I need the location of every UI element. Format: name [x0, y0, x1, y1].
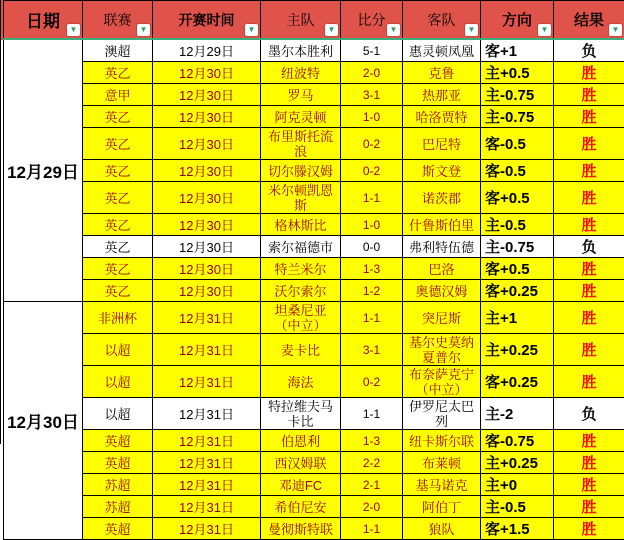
cell-kickoff-time[interactable]: 12月31日 [153, 452, 261, 474]
cell-handicap-direction[interactable]: 客-0.5 [481, 160, 554, 182]
cell-home-team[interactable]: 特拉维夫马 卡比 [261, 398, 341, 430]
cell-away-team[interactable]: 巴尼特 [403, 128, 481, 160]
table-row [4, 518, 624, 540]
cell-away-team[interactable]: 阿伯丁 [403, 496, 481, 518]
cell-away-team[interactable]: 弗利特伍德 [403, 236, 481, 258]
cell-score[interactable]: 0-2 [341, 160, 403, 182]
cell-league[interactable]: 意甲 [83, 84, 153, 106]
cell-home-team[interactable]: 纽波特 [261, 62, 341, 84]
table-row [4, 398, 624, 430]
cell-handicap-direction[interactable]: 客+1.5 [481, 518, 554, 540]
cell-score[interactable]: 2-2 [341, 452, 403, 474]
cell-away-team[interactable]: 惠灵顿凤凰 [403, 39, 481, 62]
date-group-cell[interactable]: 12月30日 [4, 302, 83, 540]
cell-away-team[interactable]: 突尼斯 [403, 302, 481, 334]
cell-away-team[interactable]: 伊罗尼太巴 列 [403, 398, 481, 430]
cell-handicap-direction[interactable]: 主-0.75 [481, 236, 554, 258]
cell-score[interactable]: 1-2 [341, 280, 403, 302]
cell-kickoff-time[interactable]: 12月30日 [153, 236, 261, 258]
cell-kickoff-time[interactable]: 12月31日 [153, 366, 261, 398]
cell-score[interactable]: 1-3 [341, 430, 403, 452]
cell-home-team[interactable]: 布里斯托流 浪 [261, 128, 341, 160]
column-label: 日期 [26, 12, 60, 31]
cell-home-team[interactable]: 阿克灵顿 [261, 106, 341, 128]
filter-dropdown-icon[interactable]: ▼ [67, 24, 80, 36]
cell-kickoff-time[interactable]: 12月31日 [153, 334, 261, 366]
column-header-away[interactable] [403, 1, 481, 40]
cell-handicap-direction[interactable]: 客+1 [481, 39, 554, 62]
table-row [4, 128, 624, 160]
cell-league[interactable]: 英乙 [83, 160, 153, 182]
cell-league[interactable]: 以超 [83, 334, 153, 366]
cell-result[interactable]: 胜 [554, 474, 624, 496]
column-header-league[interactable] [83, 1, 153, 40]
column-label: 主队 [287, 12, 315, 28]
cell-handicap-direction[interactable]: 客+0.25 [481, 280, 554, 302]
cell-result[interactable]: 胜 [554, 258, 624, 280]
cell-league[interactable]: 英乙 [83, 258, 153, 280]
cell-away-team[interactable]: 哈洛贾特 [403, 106, 481, 128]
cell-home-team[interactable]: 格林斯比 [261, 214, 341, 236]
match-table-body [4, 39, 624, 540]
cell-league[interactable]: 英乙 [83, 182, 153, 214]
column-label: 开赛时间 [179, 12, 235, 28]
table-row [4, 39, 624, 62]
cell-result[interactable]: 胜 [554, 280, 624, 302]
cell-league[interactable]: 英乙 [83, 236, 153, 258]
table-row [4, 84, 624, 106]
cell-kickoff-time[interactable]: 12月31日 [153, 518, 261, 540]
cell-away-team[interactable]: 基马诺克 [403, 474, 481, 496]
cell-handicap-direction[interactable]: 主-2 [481, 398, 554, 430]
cell-result[interactable]: 胜 [554, 62, 624, 84]
cell-away-team[interactable]: 诺茨郡 [403, 182, 481, 214]
cell-kickoff-time[interactable]: 12月31日 [153, 430, 261, 452]
cell-result[interactable]: 胜 [554, 106, 624, 128]
cell-home-team[interactable]: 麦卡比 [261, 334, 341, 366]
column-label: 联赛 [104, 12, 132, 28]
table-row [4, 258, 624, 280]
cell-kickoff-time[interactable]: 12月30日 [153, 128, 261, 160]
cell-handicap-direction[interactable]: 主-0.75 [481, 106, 554, 128]
cell-home-team[interactable]: 墨尔本胜利 [261, 39, 341, 62]
cell-away-team[interactable]: 纽卡斯尔联 [403, 430, 481, 452]
cell-result[interactable]: 胜 [554, 430, 624, 452]
cell-league[interactable]: 英乙 [83, 62, 153, 84]
cell-score[interactable]: 1-1 [341, 182, 403, 214]
table-row [4, 106, 624, 128]
cell-home-team[interactable]: 希伯尼安 [261, 496, 341, 518]
column-label: 结果 [574, 12, 604, 29]
cell-score[interactable]: 1-3 [341, 258, 403, 280]
cell-league[interactable]: 英乙 [83, 280, 153, 302]
cell-handicap-direction[interactable]: 客+0.5 [481, 182, 554, 214]
cell-score[interactable]: 0-0 [341, 236, 403, 258]
cell-league[interactable]: 非洲杯 [83, 302, 153, 334]
cell-score[interactable]: 2-1 [341, 474, 403, 496]
cell-league[interactable]: 英乙 [83, 106, 153, 128]
cell-league[interactable]: 英超 [83, 430, 153, 452]
column-label: 客队 [428, 12, 456, 28]
cell-kickoff-time[interactable]: 12月30日 [153, 280, 261, 302]
cell-league[interactable]: 以超 [83, 366, 153, 398]
filter-dropdown-icon[interactable]: ▼ [538, 24, 551, 36]
cell-handicap-direction[interactable]: 客-0.75 [481, 430, 554, 452]
table-row [4, 496, 624, 518]
cell-home-team[interactable]: 罗马 [261, 84, 341, 106]
filter-dropdown-icon[interactable]: ▼ [137, 24, 150, 36]
cell-handicap-direction[interactable]: 主-0.75 [481, 84, 554, 106]
cell-score[interactable]: 2-0 [341, 62, 403, 84]
cell-score[interactable]: 2-0 [341, 496, 403, 518]
cell-score[interactable]: 3-1 [341, 84, 403, 106]
cell-score[interactable]: 1-0 [341, 106, 403, 128]
cell-result[interactable]: 负 [554, 398, 624, 430]
column-header-result[interactable] [554, 1, 624, 40]
cell-result[interactable]: 胜 [554, 160, 624, 182]
cell-handicap-direction[interactable]: 主+0.25 [481, 452, 554, 474]
column-header-time[interactable] [153, 1, 261, 40]
cell-result[interactable]: 胜 [554, 366, 624, 398]
cell-away-team[interactable]: 布奈萨克宁 （中立） [403, 366, 481, 398]
cell-result[interactable]: 负 [554, 39, 624, 62]
cell-handicap-direction[interactable]: 主+0.5 [481, 62, 554, 84]
cell-away-team[interactable]: 布莱顿 [403, 452, 481, 474]
cell-result[interactable]: 胜 [554, 128, 624, 160]
cell-result[interactable]: 负 [554, 236, 624, 258]
cell-league[interactable]: 苏超 [83, 474, 153, 496]
table-row [4, 160, 624, 182]
cell-result[interactable]: 胜 [554, 182, 624, 214]
column-header-score[interactable] [341, 1, 403, 40]
cell-league[interactable]: 以超 [83, 398, 153, 430]
cell-home-team[interactable]: 沃尔索尔 [261, 280, 341, 302]
cell-home-team[interactable]: 坦桑尼亚 （中立） [261, 302, 341, 334]
cell-league[interactable]: 英乙 [83, 214, 153, 236]
table-row [4, 474, 624, 496]
table-row [4, 452, 624, 474]
cell-score[interactable]: 3-1 [341, 334, 403, 366]
cell-kickoff-time[interactable]: 12月30日 [153, 214, 261, 236]
column-label: 比分 [358, 12, 386, 28]
table-row [4, 366, 624, 398]
cell-league[interactable]: 英乙 [83, 128, 153, 160]
cell-result[interactable]: 胜 [554, 214, 624, 236]
cell-away-team[interactable]: 什鲁斯伯里 [403, 214, 481, 236]
cell-home-team[interactable]: 特兰米尔 [261, 258, 341, 280]
filter-dropdown-icon[interactable]: ▼ [245, 24, 258, 36]
cell-home-team[interactable]: 切尔滕汉姆 [261, 160, 341, 182]
cell-home-team[interactable]: 索尔福德市 [261, 236, 341, 258]
cell-league[interactable]: 澳超 [83, 39, 153, 62]
cell-handicap-direction[interactable]: 主+0.25 [481, 334, 554, 366]
cell-home-team[interactable]: 海法 [261, 366, 341, 398]
cell-score[interactable]: 1-1 [341, 398, 403, 430]
column-header-direction[interactable] [481, 1, 554, 40]
cell-score[interactable]: 0-2 [341, 128, 403, 160]
cell-score[interactable]: 1-1 [341, 302, 403, 334]
table-row [4, 302, 624, 334]
cell-kickoff-time[interactable]: 12月31日 [153, 474, 261, 496]
cell-league[interactable]: 英超 [83, 518, 153, 540]
cell-away-team[interactable]: 狼队 [403, 518, 481, 540]
column-header-date[interactable] [4, 1, 83, 40]
cell-home-team[interactable]: 米尔顿凯恩 斯 [261, 182, 341, 214]
cell-away-team[interactable]: 斯文登 [403, 160, 481, 182]
cell-handicap-direction[interactable]: 主+1 [481, 302, 554, 334]
cell-kickoff-time[interactable]: 12月30日 [153, 84, 261, 106]
cell-kickoff-time[interactable]: 12月31日 [153, 496, 261, 518]
table-row [4, 62, 624, 84]
cell-kickoff-time[interactable]: 12月31日 [153, 302, 261, 334]
table-row [4, 430, 624, 452]
cell-league[interactable]: 苏超 [83, 496, 153, 518]
cell-kickoff-time[interactable]: 12月31日 [153, 398, 261, 430]
cell-kickoff-time[interactable]: 12月29日 [153, 39, 261, 62]
cell-league[interactable]: 英超 [83, 452, 153, 474]
cell-handicap-direction[interactable]: 客+0.25 [481, 366, 554, 398]
table-row [4, 182, 624, 214]
cell-home-team[interactable]: 西汉姆联 [261, 452, 341, 474]
cell-away-team[interactable]: 巴洛 [403, 258, 481, 280]
cell-kickoff-time[interactable]: 12月30日 [153, 182, 261, 214]
cell-score[interactable]: 1-1 [341, 518, 403, 540]
cell-result[interactable]: 胜 [554, 496, 624, 518]
header-row [4, 1, 624, 40]
cell-score[interactable]: 0-2 [341, 366, 403, 398]
cell-handicap-direction[interactable]: 主-0.5 [481, 214, 554, 236]
table-row [4, 236, 624, 258]
cell-away-team[interactable]: 克鲁 [403, 62, 481, 84]
cell-handicap-direction[interactable]: 主+0 [481, 474, 554, 496]
cell-result[interactable]: 胜 [554, 518, 624, 540]
cell-handicap-direction[interactable]: 客+0.5 [481, 258, 554, 280]
cell-handicap-direction[interactable]: 客-0.5 [481, 128, 554, 160]
column-label: 方向 [502, 12, 532, 29]
cell-home-team[interactable]: 邓迪FC [261, 474, 341, 496]
date-group-cell[interactable]: 12月29日 [4, 39, 83, 302]
cell-result[interactable]: 胜 [554, 334, 624, 366]
cell-kickoff-time[interactable]: 12月30日 [153, 106, 261, 128]
cell-kickoff-time[interactable]: 12月30日 [153, 258, 261, 280]
cell-result[interactable]: 胜 [554, 302, 624, 334]
cell-away-team[interactable]: 基尔史莫纳 夏普尔 [403, 334, 481, 366]
table-row [4, 214, 624, 236]
cell-kickoff-time[interactable]: 12月30日 [153, 160, 261, 182]
cell-result[interactable]: 胜 [554, 452, 624, 474]
cell-score[interactable]: 5-1 [341, 39, 403, 62]
filter-dropdown-icon[interactable]: ▼ [465, 24, 478, 36]
cell-result[interactable]: 胜 [554, 84, 624, 106]
cell-home-team[interactable]: 曼彻斯特联 [261, 518, 341, 540]
table-row [4, 280, 624, 302]
column-header-home[interactable] [261, 1, 341, 40]
cell-kickoff-time[interactable]: 12月30日 [153, 62, 261, 84]
table-row [4, 334, 624, 366]
cell-score[interactable]: 1-0 [341, 214, 403, 236]
filter-dropdown-icon[interactable]: ▼ [325, 24, 338, 36]
filter-dropdown-icon[interactable]: ▼ [387, 24, 400, 36]
cell-away-team[interactable]: 热那亚 [403, 84, 481, 106]
match-results-table [3, 0, 624, 540]
cell-handicap-direction[interactable]: 主-0.5 [481, 496, 554, 518]
cell-away-team[interactable]: 奥德汉姆 [403, 280, 481, 302]
cell-home-team[interactable]: 伯恩利 [261, 430, 341, 452]
filter-dropdown-icon[interactable]: ▼ [609, 24, 622, 36]
